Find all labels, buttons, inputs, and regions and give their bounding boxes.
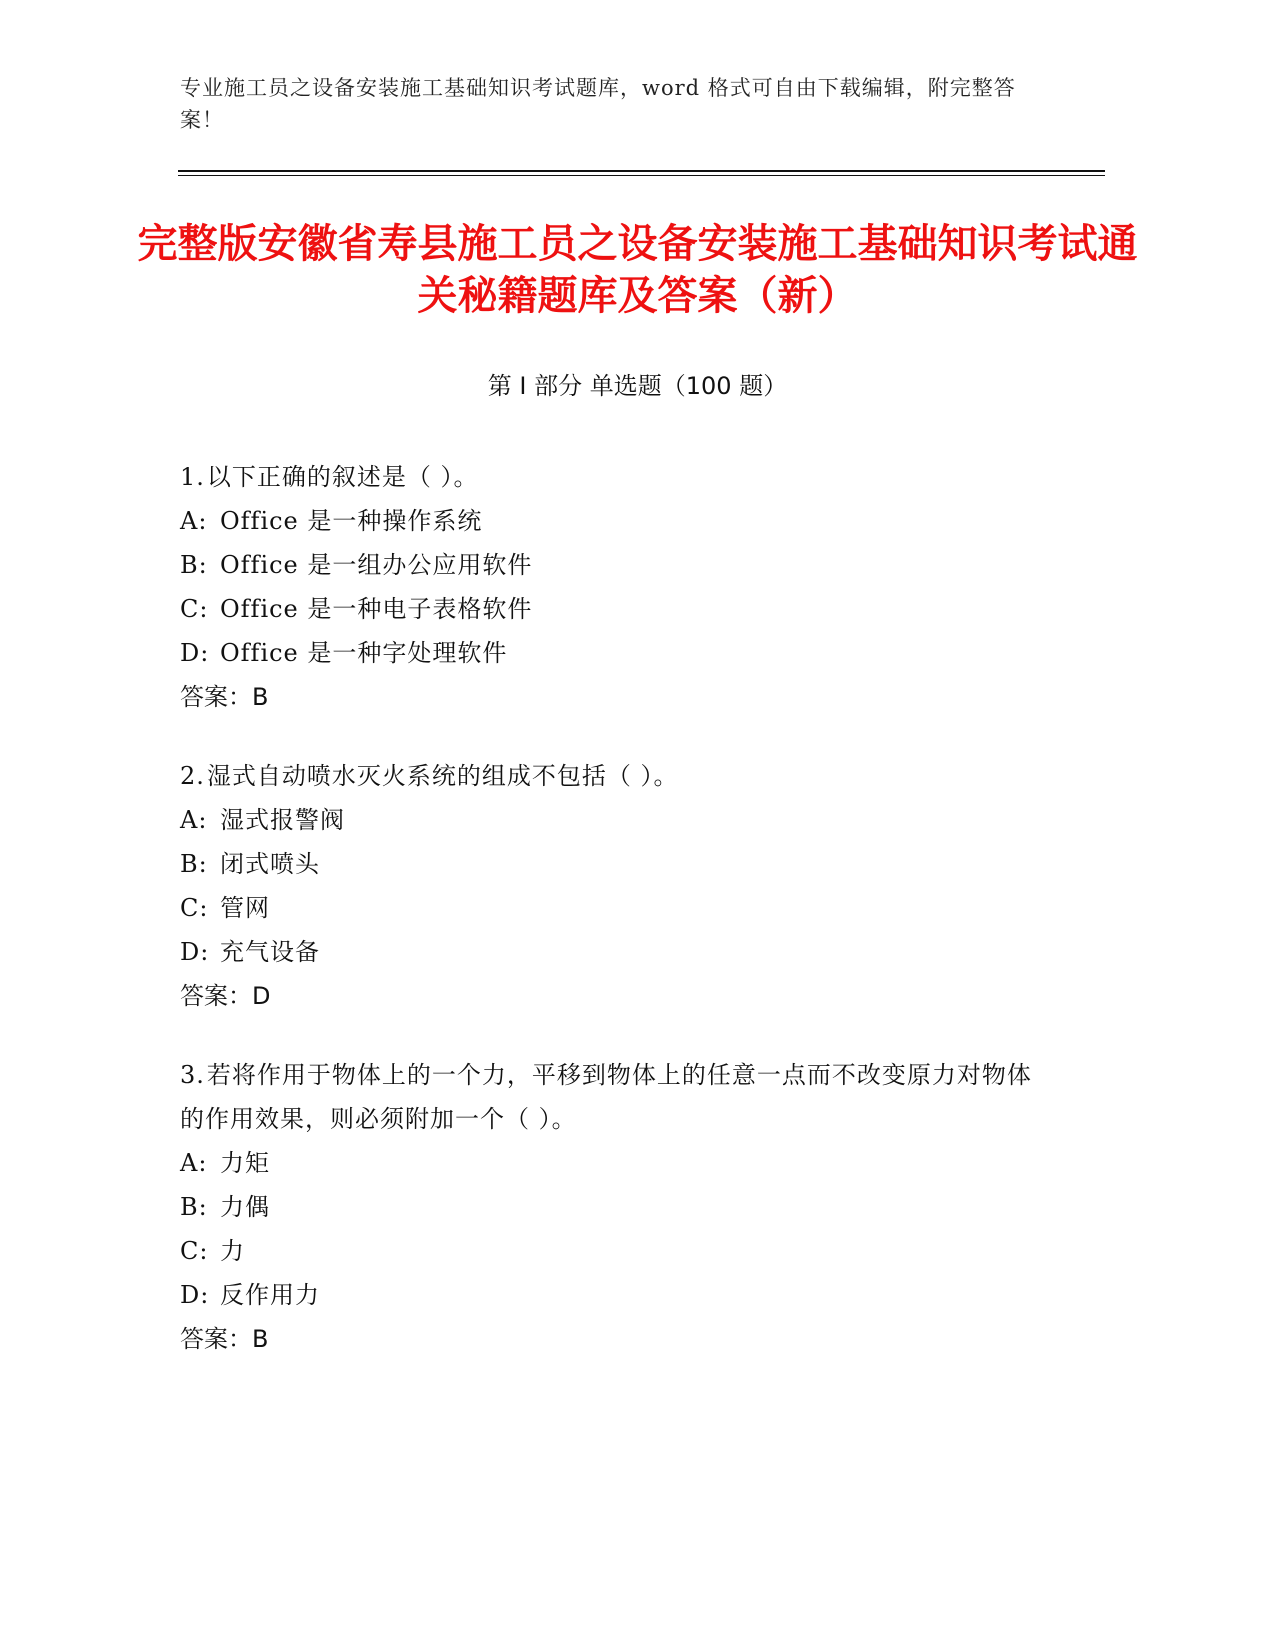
option-b [180, 543, 1040, 587]
option-text: Office 是一种操作系统 [220, 507, 483, 535]
option-text: 反作用力 [220, 1281, 320, 1309]
question-list [180, 455, 1040, 1396]
answer-line: 答案：B [180, 683, 269, 711]
option-text: 充气设备 [220, 938, 320, 966]
option-a [180, 499, 1040, 543]
header-divider-thick [178, 170, 1105, 172]
option-a [180, 798, 1040, 842]
question-text: 湿式自动喷水灭火系统的组成不包括（ ）。 [206, 762, 679, 790]
option-text: Office 是一种电子表格软件 [220, 595, 533, 623]
question-2 [180, 754, 1040, 1018]
option-label: A: [180, 507, 208, 535]
option-a [180, 1141, 1040, 1185]
header-divider-thin [178, 175, 1105, 176]
option-d [180, 631, 1040, 675]
option-c [180, 886, 1040, 930]
option-label: C: [180, 595, 209, 623]
option-text: 闭式喷头 [220, 850, 320, 878]
question-stem [180, 754, 1040, 798]
question-number: 3. [180, 1061, 205, 1089]
option-label: A: [180, 806, 208, 834]
question-stem [180, 455, 1040, 499]
document-title: 完整版安徽省寿县施工员之设备安装施工基础知识考试通关秘籍题库及答案（新） [137, 221, 1138, 319]
option-d [180, 1273, 1040, 1317]
option-label: D: [180, 1281, 210, 1309]
option-label: D: [180, 639, 210, 667]
question-text: 若将作用于物体上的一个力，平移到物体上的任意一点而不改变原力对物体的作用效果，则必须附加一个（ ）。 [180, 1061, 1032, 1133]
option-label: D: [180, 938, 210, 966]
header-note: 专业施工员之设备安装施工基础知识考试题库，word 格式可自由下载编辑，附完整答案！ [180, 76, 1016, 132]
option-c [180, 587, 1040, 631]
question-number: 2. [180, 762, 205, 790]
option-label: B: [180, 551, 208, 579]
option-text: 力矩 [220, 1149, 270, 1177]
option-text: Office 是一种字处理软件 [220, 639, 508, 667]
option-text: Office 是一组办公应用软件 [220, 551, 533, 579]
section-title: 第 I 部分 单选题（100 题） [487, 372, 788, 400]
answer-line: 答案：D [180, 982, 271, 1010]
question-3 [180, 1053, 1040, 1361]
option-label: B: [180, 1193, 208, 1221]
option-d [180, 930, 1040, 974]
option-label: C: [180, 1237, 209, 1265]
option-text: 力 [220, 1237, 245, 1265]
option-text: 力偶 [220, 1193, 270, 1221]
question-stem [180, 1053, 1040, 1141]
option-label: C: [180, 894, 209, 922]
option-c [180, 1229, 1040, 1273]
option-label: B: [180, 850, 208, 878]
option-b [180, 842, 1040, 886]
question-text: 以下正确的叙述是（ ）。 [206, 463, 479, 491]
option-text: 管网 [220, 894, 270, 922]
option-b [180, 1185, 1040, 1229]
option-text: 湿式报警阀 [220, 806, 345, 834]
question-1 [180, 455, 1040, 719]
question-number: 1. [180, 463, 205, 491]
option-label: A: [180, 1149, 208, 1177]
answer-line: 答案：B [180, 1325, 269, 1353]
